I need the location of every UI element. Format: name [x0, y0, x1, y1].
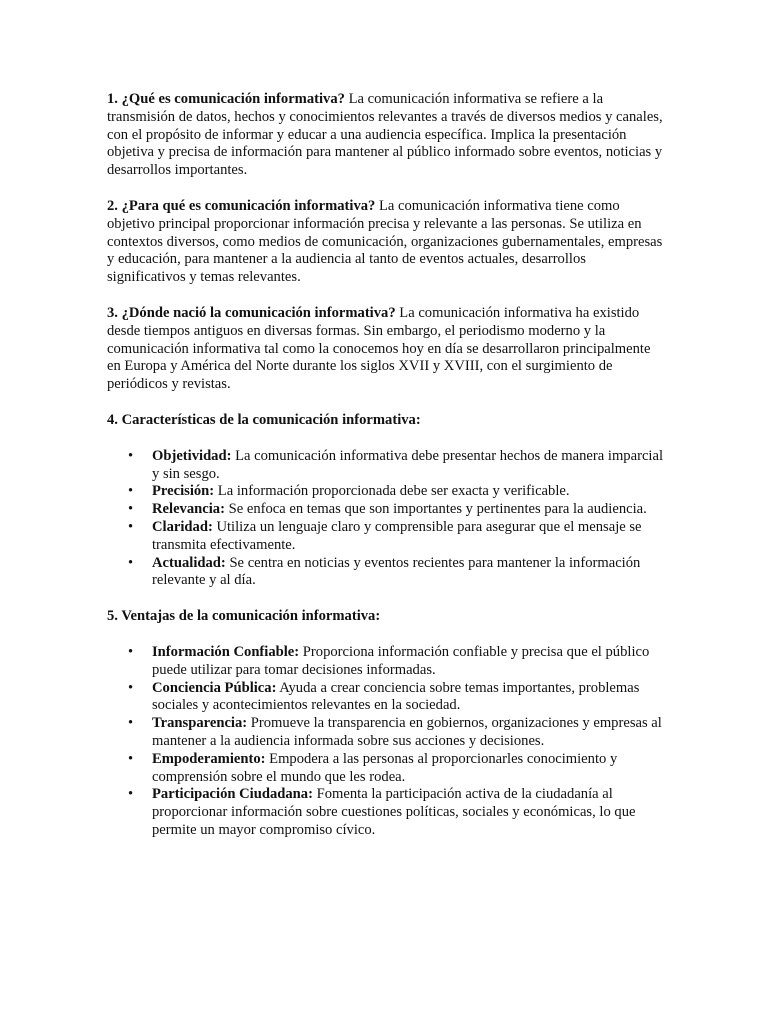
- bullet-icon: •: [128, 750, 134, 767]
- bullet-icon: •: [128, 643, 134, 660]
- item-term: Relevancia:: [152, 501, 225, 518]
- item-term: Información Confiable:: [152, 643, 300, 660]
- item-term: Participación Ciudadana:: [152, 786, 313, 803]
- item-term: Precisión:: [152, 483, 215, 500]
- item-text: Se enfoca en temas que son importantes y pertinentes para la audiencia.: [224, 501, 647, 518]
- list-item: [107, 644, 663, 680]
- item-term: Transparencia:: [152, 715, 248, 732]
- item-text: Utiliza un lenguaje claro y comprensible para asegurar que el mensaje se transmita efectivamente.: [152, 518, 642, 553]
- advantages-heading: 5. Ventajas de la comunicación informativa:: [107, 608, 381, 625]
- item-text: Proporciona información confiable y precisa que el público puede utilizar para tomar decisiones informadas.: [152, 643, 650, 678]
- item-term: Conciencia Pública:: [152, 679, 277, 696]
- item-text: Empodera a las personas al proporcionarles conocimiento y comprensión sobre el mundo que les rodea.: [152, 750, 618, 785]
- section-purpose: [107, 198, 663, 287]
- list-item: [107, 680, 663, 716]
- section-origin: [107, 305, 663, 394]
- list-item: [107, 715, 663, 751]
- section-what-is: [107, 91, 663, 180]
- bullet-icon: •: [128, 483, 134, 500]
- section-term: 2. ¿Para qué es comunicación informativa?: [107, 197, 376, 214]
- list-item: [107, 555, 663, 591]
- list-item: [107, 448, 663, 484]
- item-term: Claridad:: [152, 518, 213, 535]
- item-text: Promueve la transparencia en gobiernos, organizaciones y empresas al mantener a la audiencia informada sobre sus acciones y decisiones.: [152, 715, 662, 749]
- section-term: 1. ¿Qué es comunicación informativa?: [107, 91, 345, 107]
- list-item: [107, 501, 663, 519]
- bullet-icon: •: [128, 554, 134, 571]
- list-item: [107, 483, 663, 501]
- advantages-list: [107, 644, 663, 840]
- bullet-icon: •: [128, 786, 134, 803]
- item-text: La información proporcionada debe ser exacta y verificable.: [214, 483, 570, 500]
- item-term: Objetividad:: [152, 447, 232, 464]
- item-term: Empoderamiento:: [152, 750, 266, 767]
- bullet-icon: •: [128, 715, 134, 732]
- section-text: La comunicación informativa se refiere a la transmisión de datos, hechos y conocimientos relevantes a través de diversos medios y canales, con el propósito de informar y educar a una audiencia específica. Implica la presentación objetiva y precisa de información para mantener al público informado sobre eventos, noticias y desarrollos importantes.: [107, 91, 663, 179]
- list-item: [107, 751, 663, 787]
- list-item: [107, 786, 663, 839]
- item-text: Se centra en noticias y eventos recientes para mantener la información relevante y al día.: [152, 554, 641, 589]
- item-text: La comunicación informativa debe presentar hechos de manera imparcial y sin sesgo.: [152, 447, 664, 482]
- section-term: 3. ¿Dónde nació la comunicación informativa?: [107, 304, 396, 321]
- section-text: La comunicación informativa tiene como objetivo principal proporcionar información precisa y relevante a las personas. Se utiliza en contextos diversos, como medios de comunicación, organizaciones gubernamentales, empresas y educación, para mantener a la audiencia al tanto de eventos actuales, desarrollos significativos y temas relevantes.: [107, 197, 663, 286]
- item-text: Fomenta la participación activa de la ciudadanía al proporcionar información sobre cuestiones políticas, sociales y económicas, lo que permite un mayor compromiso cívico.: [152, 786, 636, 838]
- item-text: Ayuda a crear conciencia sobre temas importantes, problemas sociales y acontecimientos relevantes en la sociedad.: [152, 679, 640, 714]
- item-term: Actualidad:: [152, 554, 226, 571]
- bullet-icon: •: [128, 501, 134, 518]
- bullet-icon: •: [128, 518, 134, 535]
- section-text: La comunicación informativa ha existido desde tiempos antiguos en diversas formas. Sin embargo, el periodismo moderno y la comunicación informativa tal como la conocemos hoy en día se desarrollaron principalmente en Europa y América del Norte durante los siglos XVII y XVIII, con el surgimiento de periódicos y revistas.: [107, 304, 651, 393]
- bullet-icon: •: [128, 679, 134, 696]
- bullet-icon: •: [128, 447, 134, 464]
- document-page: [107, 91, 663, 858]
- characteristics-list: [107, 448, 663, 590]
- characteristics-heading: 4. Características de la comunicación informativa:: [107, 411, 421, 428]
- list-item: [107, 519, 663, 555]
